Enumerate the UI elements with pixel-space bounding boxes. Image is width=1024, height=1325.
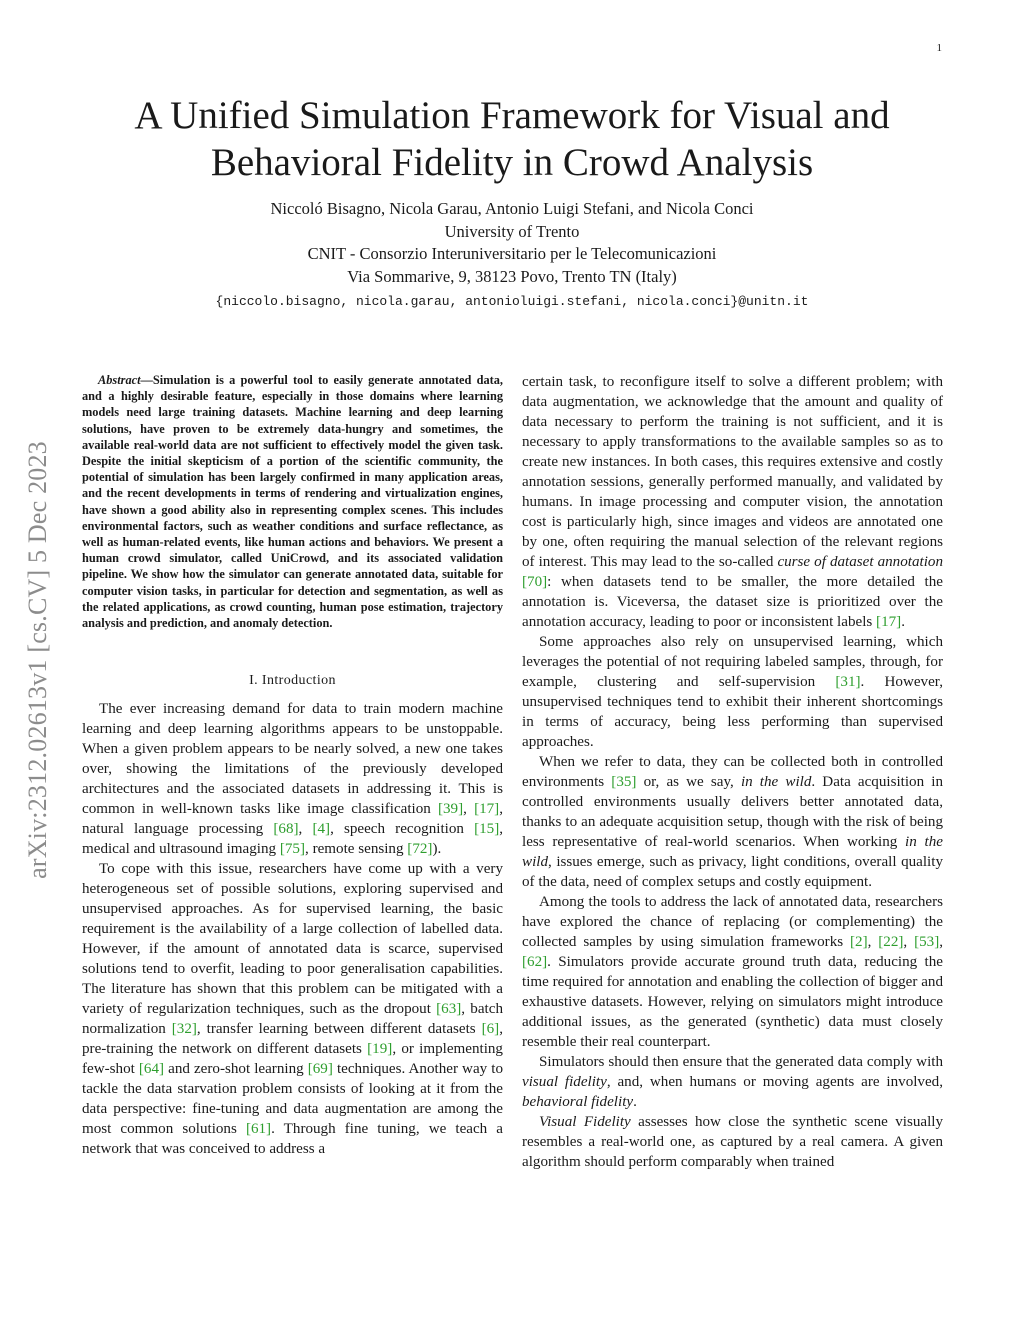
citation-link[interactable]: [63] (436, 1001, 462, 1018)
intro-paragraph: Simulators should then ensure that the generated data comply with visual fidelity, and, when humans or moving agents are involved, behavioral fidelity. (522, 1054, 944, 1110)
citation-link[interactable]: [31] (835, 674, 861, 690)
section-heading-introduction: I. Introduction (249, 673, 336, 689)
citation-link[interactable]: [6] (481, 1021, 500, 1038)
author-names: Niccoló Bisagno, Nicola Garau, Antonio Luigi Stefani, and Nicola Conci (270, 199, 754, 218)
affiliation-university: University of Trento (444, 221, 580, 241)
citation-link[interactable]: [32] (171, 1021, 197, 1038)
intro-paragraph: certain task, to reconfigure itself to solve a different problem; with data augmentation, we acknowledge that the amount and quality of data necessary to perform the training is not sufficient, and it is necessary to apply transformations to the available samples so as to create new instances. In both cases, this requires extensive and costly annotation sessions, generally performed manually, and validated by humans. In image processing and computer vision, the annotation cost is particularly high, since images and videos are annotated one by one, often requiring the manual selection of the relevant regions of interest. This may lead to the so-called curse of dataset annotation [70]: when datasets tend to be smaller, the more detailed the annotation is. Viceversa, the dataset size is prioritized over the annotation accuracy, leading to poor or inconsistent labels [17]. (522, 374, 943, 630)
right-column (522, 372, 943, 1172)
citation-link[interactable]: [19] (367, 1041, 393, 1058)
title-line-2: Behavioral Fidelity in Crowd Analysis (210, 141, 814, 184)
intro-paragraph: Some approaches also rely on unsupervised learning, which leverages the potential of not requiring labeled samples, through, for example, clustering and self-supervision [31]. However, unsupervised techniques tend to exhibit their inherent shortcomings in terms of accuracy, being less performing than supervised approaches. (522, 634, 943, 750)
citation-link[interactable]: [53] (914, 934, 940, 950)
intro-paragraph: Among the tools to address the lack of annotated data, researchers have explored the chance of replacing (or complementing) the collected samples by using simulation frameworks [2], [22], [53], [62]. Simulators provide accurate ground truth data, reducing the time required for annotation and enabling the collection of bigger and exhaustive datasets. However, relying on simulators might introduce additional issues, as the generated (synthetic) data must closely resemble their real counterpart. (522, 894, 944, 1050)
citation-link[interactable]: [22] (878, 934, 904, 950)
citation-link[interactable]: [70] (522, 574, 548, 590)
citation-link[interactable]: [35] (611, 774, 637, 790)
title-line-1: A Unified Simulation Framework for Visual and (134, 94, 890, 137)
emphasis-text: visual fidelity (522, 1074, 607, 1090)
emphasis-text: behavioral fidelity (522, 1094, 634, 1110)
emphasis-text: in the wild (522, 834, 943, 870)
citation-link[interactable]: [62] (522, 954, 548, 970)
citation-link[interactable]: [64] (138, 1061, 165, 1078)
intro-paragraph: The ever increasing demand for data to train modern machine learning and deep learning algorithms appears to be unstoppable. When a given problem appears to be nearly solved, a new one takes over, showing the limitations of the previously developed architectures and the associated datasets in addressing it. This is common in well-known tasks like image classification [39], [17], natural language processing [68], [4], speech recognition [15], medical and ultrasound imaging [75], remote sensing [72]). (82, 701, 504, 858)
citation-link[interactable]: [75] (279, 841, 306, 858)
citation-link[interactable]: [17] (474, 801, 500, 818)
abstract-label: Abstract (98, 373, 141, 387)
citation-link[interactable]: [2] (850, 934, 868, 950)
emphasis-text: in the wild (740, 774, 812, 790)
affiliation-address: Via Sommarive, 9, 38123 Povo, Trento TN (Italy) (347, 266, 677, 286)
page-number: 1 (936, 42, 942, 54)
citation-link[interactable]: [68] (273, 821, 299, 838)
abstract-text: —Simulation is a powerful tool to easily generate annotated data, and a highly desirable feature, especially in those domains where learning models need large training datasets. Machine learning and deep learning solutions, have proven to be extremely data-hungry and sometimes, the available real-world data are not sufficient to effectively model the given task. Despite the initial skepticism of a portion of the scientific community, the potential of simulation has been largely confirmed in many application areas, and the recent developments in terms of rendering and virtualization engines, have shown a good ability also in representing complex scenes. This includes environmental factors, such as weather conditions and surface reflectance, as well as human-related events, like human actions and behaviors. We present a human crowd simulator, called UniCrowd, and its associated validation pipeline. We show how the simulator can generate annotated data, suitable for computer vision tasks, in particular for detection and segmentation, as well as the related applications, as crowd counting, human pose estimation, trajectory analysis and prediction, and anomaly detection. (82, 373, 503, 631)
citation-link[interactable]: [15] (474, 821, 500, 838)
intro-paragraph: Visual Fidelity assesses how close the synthetic scene visually resembles a real-world one, as captured by a real camera. A given algorithm should perform comparably when trained (522, 1114, 944, 1170)
emphasis-text: Visual Fidelity (539, 1114, 631, 1130)
arxiv-identifier-stamp[interactable]: arXiv:2312.02613v1 [cs.CV] 5 Dec 2023 (23, 441, 52, 879)
paper-title (90, 92, 934, 186)
intro-paragraph: To cope with this issue, researchers have come up with a very heterogeneous set of possible solutions, exploring supervised and unsupervised approaches. As for supervised learning, the basic requirement is the availability of a large collection of labelled data. However, if the amount of annotated data is scarce, supervised solutions tend to overfit, leading to poor generalisation capabilities. The literature has shown that this problem can be mitigated with a variety of regularization techniques, such as the dropout [63], batch normalization [32], transfer learning between different datasets [6], pre-training the network on different datasets [19], or implementing few-shot [64] and zero-shot learning [69] techniques. Another way to tackle the data starvation problem consists of looking at it from the data perspective: fine-tuning and data augmentation are among the most common solutions [61]. Through fine tuning, we teach a network that was conceived to address a (82, 861, 504, 1158)
left-column (82, 372, 503, 1159)
citation-link[interactable]: [72] (407, 841, 433, 858)
abstract (82, 372, 503, 631)
citation-link[interactable]: [61] (245, 1121, 272, 1138)
citation-link[interactable]: [4] (312, 821, 331, 838)
affiliation-cnit: CNIT - Consorzio Interuniversitario per le Telecomunicazioni (307, 244, 717, 263)
intro-paragraph: When we refer to data, they can be collected both in controlled environments [35] or, as we say, in the wild. Data acquisition in controlled environments usually delivers better annotated data, thanks to an adequate acquisition setup, though with the risk of being less representative of real-world scenarios. When working in the wild, issues emerge, such as privacy, light conditions, overall quality of the data, need of complex setups and costly equipment. (522, 754, 944, 890)
citation-link[interactable]: [39] (437, 801, 464, 818)
emphasis-text: curse of dataset annotation (777, 554, 943, 570)
citation-link[interactable]: [17] (876, 614, 902, 630)
author-emails[interactable]: {niccolo.bisagno, nicola.garau, antonioluigi.stefani, nicola.conci}@unitn.it (215, 294, 809, 309)
citation-link[interactable]: [69] (307, 1061, 333, 1078)
author-block (90, 198, 934, 314)
